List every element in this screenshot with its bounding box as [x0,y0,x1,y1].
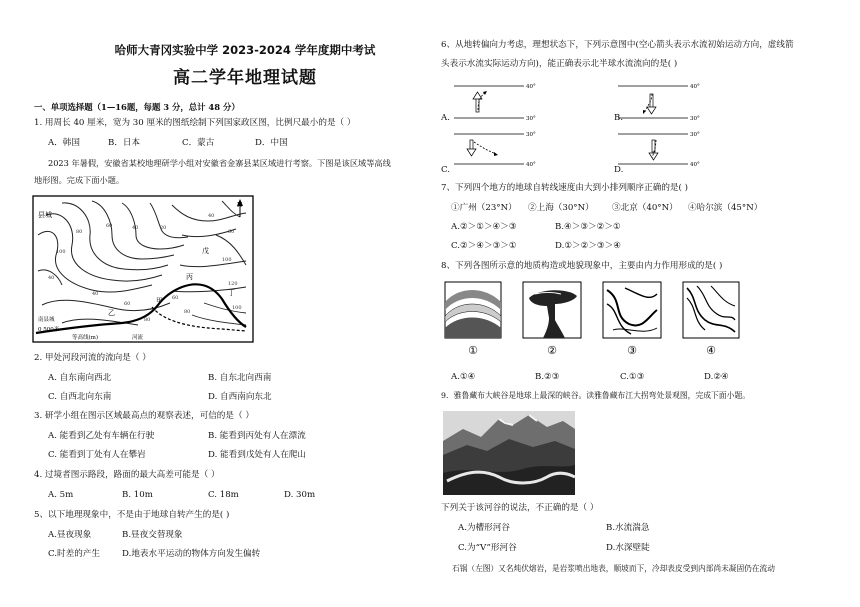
svg-text:①: ① [468,344,478,357]
q7-stem: 7、下列四个地方的地球自转线速度由大到小排列顺序正确的是( ) [441,183,688,193]
q1-option-d: D．中国 [255,138,288,148]
svg-text:100: 100 [232,305,242,311]
exam-header: 哈师大青冈实验中学 2023-2024 学年度期中考试 [114,43,376,57]
svg-text:40: 40 [92,291,99,297]
svg-text:30°: 30° [526,116,536,122]
q9-option-a: A.为槽形河谷 [458,523,510,533]
svg-text:40: 40 [132,225,139,231]
svg-text:60: 60 [124,301,131,307]
map-label-jia: 甲 [156,297,163,305]
q7-option-d: D.①＞②＞③＞④ [555,241,621,251]
q2-option-d: D. 自西南向东北 [208,392,272,402]
svg-text:40°: 40° [526,162,536,168]
map-scale: 0 500米 [38,327,60,333]
q6-label-b: B. [614,113,624,123]
contour-map [32,195,254,343]
q8-stem: 8、下列各图所示意的地质构造或地貌现象中，主要由内力作用形成的是( ) [441,261,723,271]
q7-place-3: ③北京（40°N） [612,203,678,213]
q8-option-a: A.①④ [451,372,476,382]
north-label: N [237,202,243,209]
q3-option-c: C. 能看到丁处有人在攀岩 [48,450,146,460]
metamorphic-rock-icon [603,282,661,338]
q7-place-2: ②上海（30°N） [528,203,594,213]
svg-text:40: 40 [208,213,215,219]
q3-option-a: A. 能看到乙处有车辆在行驶 [48,431,155,441]
map-label-ding: 丁 [228,289,235,297]
svg-text:80: 80 [184,309,191,315]
svg-text:60: 60 [172,295,179,301]
q8-option-d: D.②④ [704,372,729,382]
svg-text:40°: 40° [690,162,700,168]
q2-option-a: A. 自东南向西北 [48,373,112,383]
footer-passage: 石锅（左图）又名炖伏熔岩，是岩浆喷出地表，顺坡而下，冷却表皮受到内部尚未凝固仍在流动 [452,564,775,573]
q7-option-b: B.④＞③＞②＞① [555,222,621,232]
map-legend-river: 河流 [132,335,144,341]
q5-option-b: B.昼夜交替现象 [122,530,183,540]
svg-text:②: ② [547,344,557,357]
q3-option-d: D. 能看到戊处有人在爬山 [208,450,306,460]
svg-text:30°: 30° [526,132,536,138]
mushroom-rock-icon [523,282,581,338]
section-title: 一、单项选择题（1—16题，每题 3 分，总计 48 分） [34,102,240,112]
arrow-b-icon [643,94,656,114]
q1-option-c: C．蒙古 [182,138,215,148]
map-label-bing: 丙 [186,273,193,281]
svg-text:60: 60 [228,229,235,235]
q4-option-b: B. 10m [122,490,153,500]
q4-option-a: A. 5m [48,490,74,500]
q9-option-d: D.水深壁陡 [606,543,650,553]
q1-option-a: A．韩国 [48,138,80,148]
q8-option-b: B.②③ [535,372,560,382]
q5-option-c: C.时差的产生 [48,549,100,559]
q9-stem: 下列关于该河谷的说法，不正确的是（ ） [441,503,599,513]
q7-option-a: A.②＞①＞④＞③ [451,222,517,232]
svg-text:③: ③ [627,344,637,357]
svg-text:30°: 30° [690,116,700,122]
q7-place-4: ④哈尔滨（45°N） [688,203,763,213]
q1-option-b: B．日本 [108,138,141,148]
q2-stem: 2. 甲处河段河流的流向是（ ） [34,353,151,363]
fold-strata-icon [445,282,501,338]
q6-line-2: 头表示水流实际运动方向)，能正确表示北半球水流流向的是( ) [441,59,678,69]
svg-text:40°: 40° [690,84,700,90]
svg-text:30°: 30° [690,132,700,138]
q7-option-c: C.②＞④＞③＞① [451,241,517,251]
svg-text:40°: 40° [526,84,536,90]
q4-option-d: D. 30m [284,490,316,500]
q6-label-a: A. [441,113,450,123]
svg-text:100: 100 [222,257,232,263]
q3-stem: 3. 研学小组在图示区域最高点的观察表述，可信的是（ ） [34,411,254,421]
q6-line-1: 6、从地转偏向力考虑，理想状态下，下列示意图中(空心箭头表示水流初始运动方向，虚线箭 [441,40,794,50]
passage-line-2: 地形图。完成下面小题。 [34,175,125,185]
q7-place-1: ①广州（23°N） [451,203,517,213]
map-label-yi: 乙 [108,309,115,317]
q3-option-b: B. 能看到丙处有人在漂流 [208,431,306,441]
svg-text:40: 40 [48,275,55,281]
q5-option-a: A.昼夜现象 [48,530,92,540]
q2-option-b: B. 自东北向西南 [208,373,272,383]
map-city-label: 县城 [38,211,52,219]
q6-label-d: D. [614,165,624,175]
arrow-a-icon [473,91,487,112]
map-legend-contour: 等高线(m) [72,335,99,341]
passage-line-1: 2023 年暑假，安徽省某校地理研学小组对安徽省金寨县某区域进行考察。下图是该区域等高线 [48,158,391,168]
q6-label-c: C. [441,165,451,175]
map-label-wu: 戊 [202,247,209,255]
arrow-c-icon [467,140,498,156]
svg-text:100: 100 [56,249,66,255]
map-town-label: 南县城 [38,317,55,323]
q4-option-c: C. 18m [208,490,239,500]
q9-intro: 9．雅鲁藏布大峡谷是地球上最深的峡谷。读雅鲁藏布江大拐弯处景观图，完成下面小题。 [441,391,751,400]
q8-option-c: C.①③ [620,372,645,382]
svg-text:80: 80 [76,229,83,235]
coriolis-diagrams [440,78,710,176]
q1-stem: 1. 用周长 40 厘米，宽为 30 厘米的图纸绘制下列国家政区图，比例尺最小的是（ ） [34,118,356,128]
geology-figures [443,280,743,358]
q4-stem: 4. 过境者图示路段，路面的最大高差可能是（ ） [34,470,220,480]
svg-text:④: ④ [706,344,716,357]
fold-fault-icon [683,282,739,338]
arrow-d-icon [649,140,658,160]
q9-option-b: B.水流湍急 [606,523,650,533]
q2-option-c: C. 自西北向东南 [48,392,112,402]
svg-text:20: 20 [160,225,167,231]
q5-option-d: D.地表水平运动的物体方向发生偏转 [122,549,261,559]
q5-stem: 5、以下地理现象中，不是由于地球自转产生的是( ) [34,510,230,520]
svg-text:80: 80 [144,317,151,323]
svg-text:60: 60 [106,223,113,229]
q9-option-c: C.为“V”形河谷 [458,543,517,553]
svg-text:120: 120 [228,281,238,287]
exam-title: 高二学年地理试题 [173,68,317,88]
canyon-photo [443,411,575,495]
